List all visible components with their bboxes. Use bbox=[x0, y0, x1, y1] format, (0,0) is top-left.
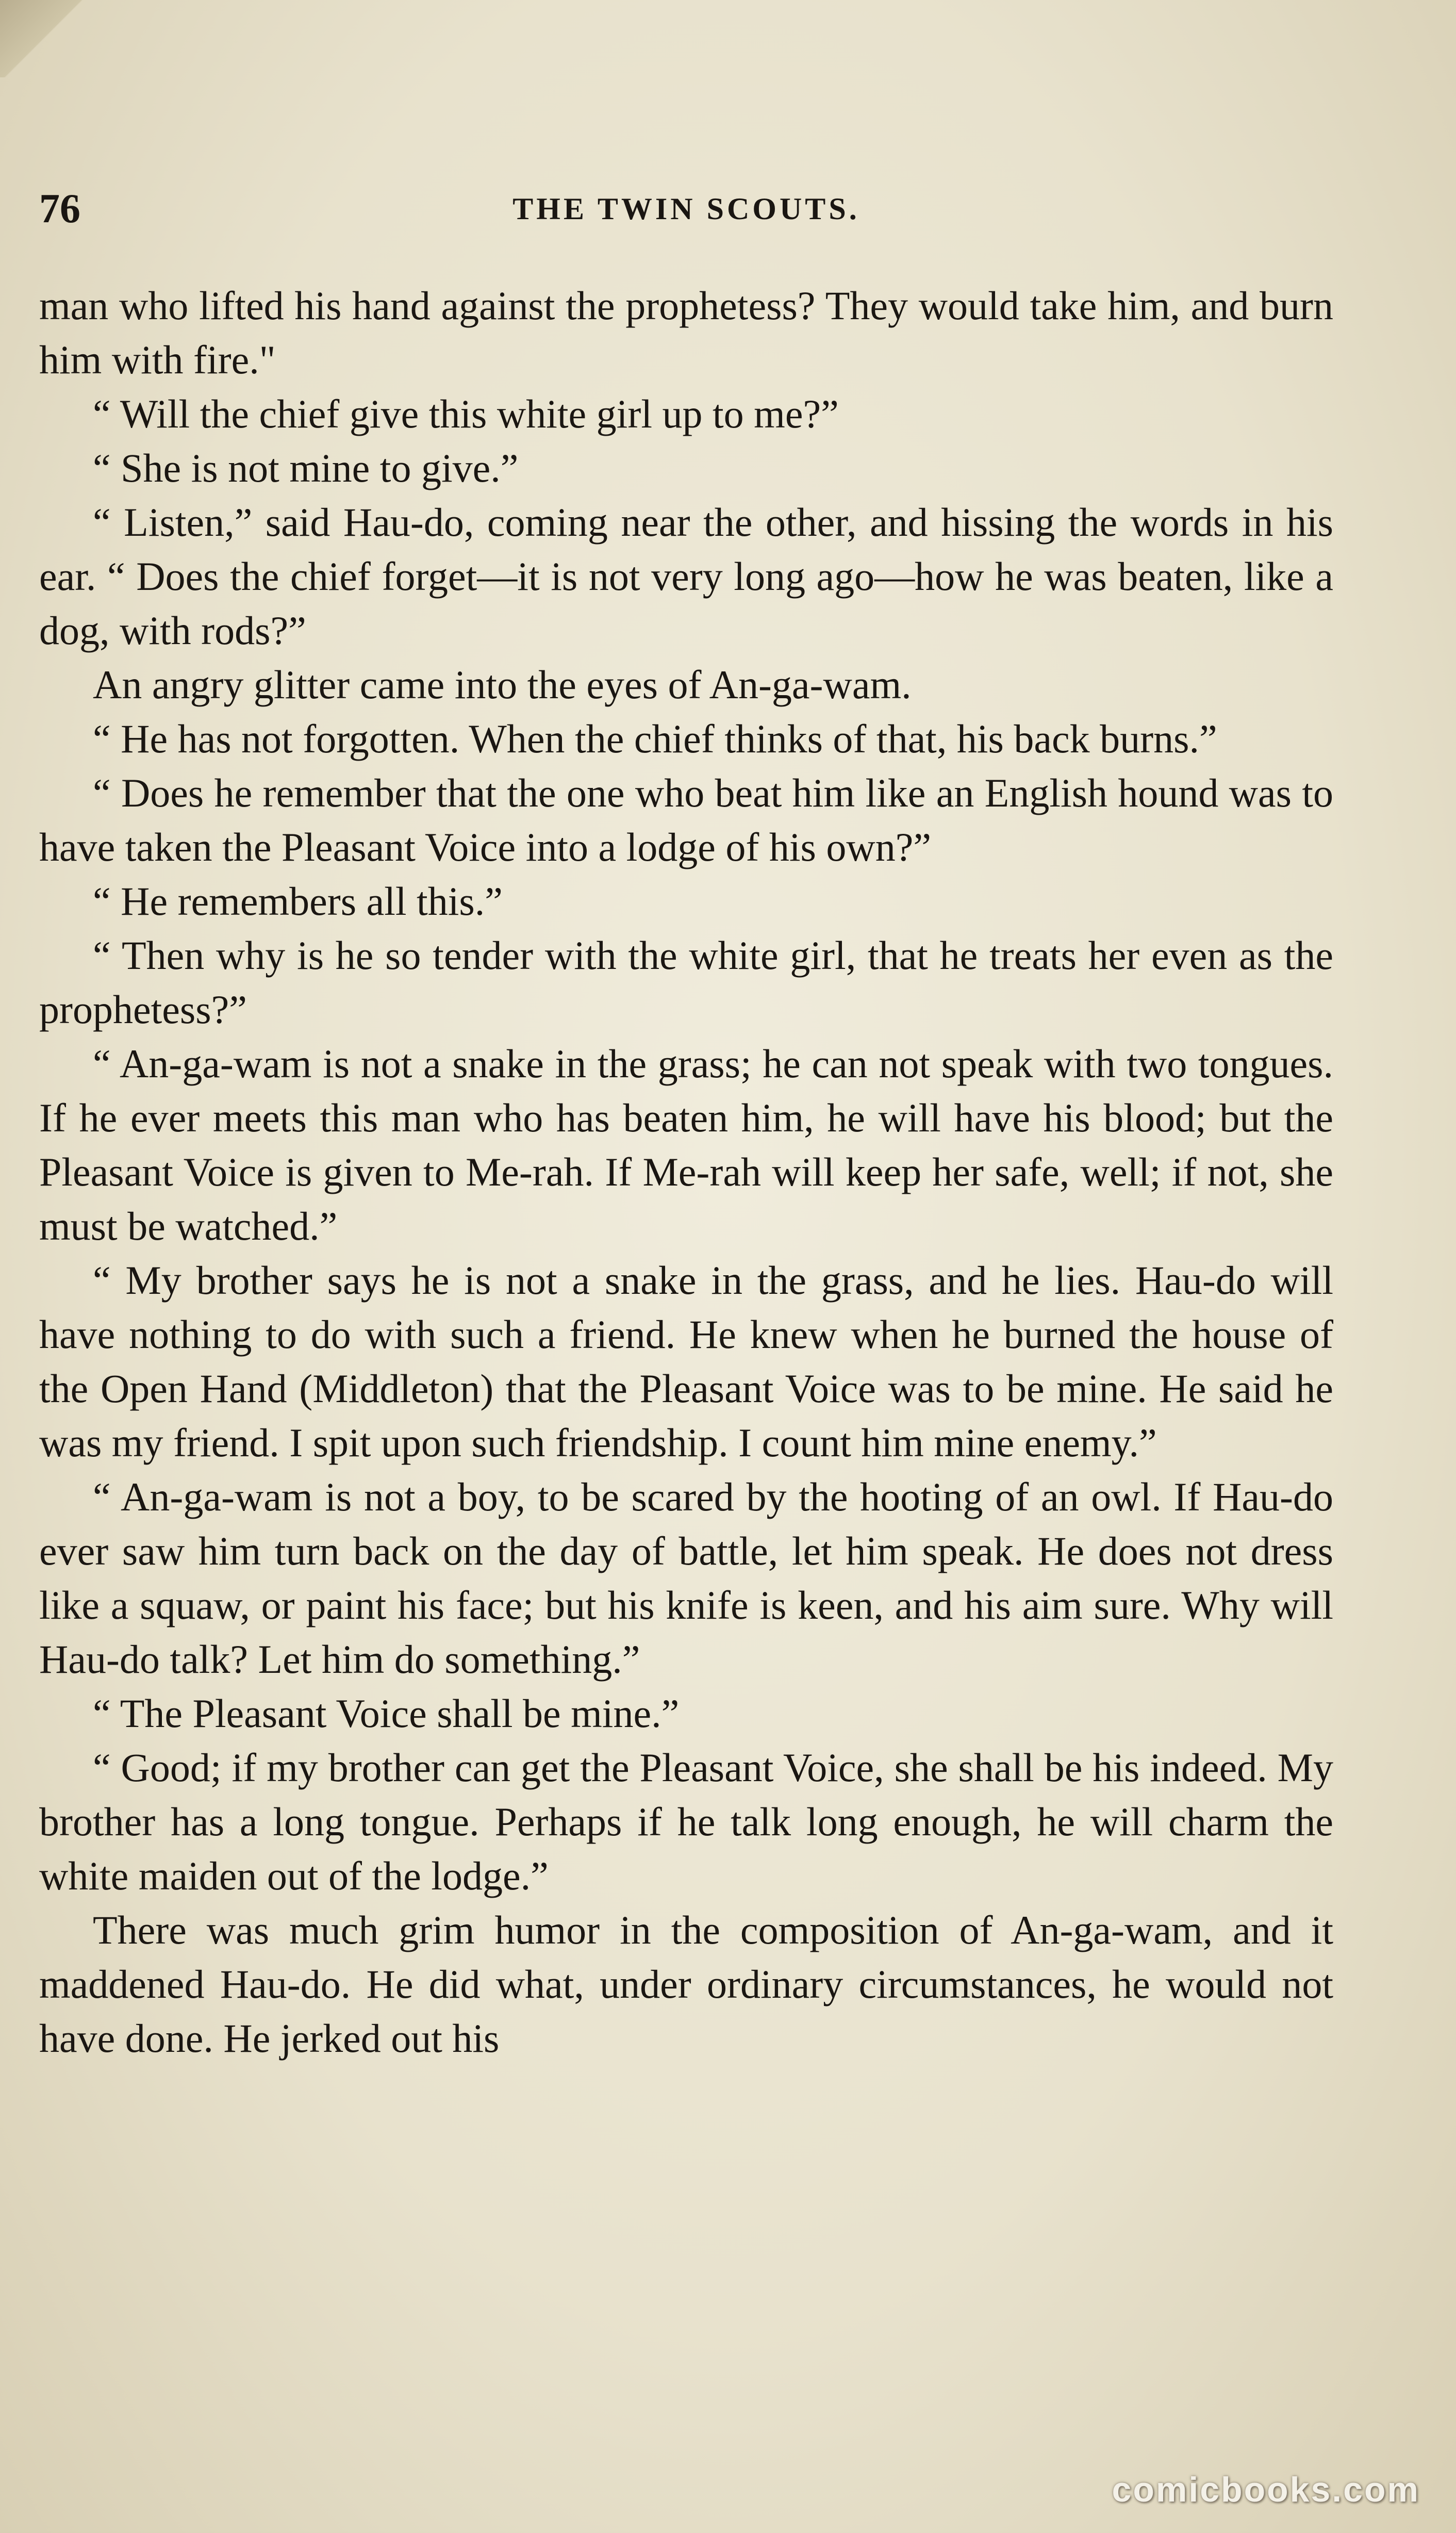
torn-corner bbox=[0, 0, 103, 77]
page-number: 76 bbox=[39, 186, 80, 232]
paragraph: “ Will the chief give this white girl up to me?” bbox=[93, 391, 839, 436]
paragraph: An angry glitter came into the eyes of An-ga-wam. bbox=[93, 662, 912, 707]
paragraph: man who lifted his hand against the prophetess? They would take him, and burn him with fire." bbox=[39, 283, 1333, 382]
paragraph: “ He has not forgotten. When the chief thinks of that, his back burns.” bbox=[93, 716, 1217, 761]
body-text bbox=[39, 278, 1333, 2065]
paragraph: “ An-ga-wam is not a boy, to be scared by the hooting of an owl. If Hau-do ever saw him turn back on the day of battle, let him speak. He does not dress like a squaw, or paint his face; but his knife is keen, and his aim sure. Why will Hau-do talk? Let him do something.” bbox=[39, 1474, 1333, 1682]
paragraph: “ My brother says he is not a snake in the grass, and he lies. Hau-do will have nothing to do with such a friend. He knew when he burned the house of the Open Hand (Middleton) that the Pleasant Voice was to be mine. He said he was my friend. I spit upon such friendship. I count him mine enemy.” bbox=[39, 1258, 1333, 1465]
paragraph: “ Good; if my brother can get the Pleasant Voice, she shall be his indeed. My brother has a long tongue. Perhaps if he talk long enough, he will charm the white maiden out of the lodge.” bbox=[39, 1745, 1333, 1898]
paragraph: “ Then why is he so tender with the white girl, that he treats her even as the prophetess?” bbox=[39, 933, 1333, 1032]
paragraph: “ An-ga-wam is not a snake in the grass; he can not speak with two tongues. If he ever meets this man who has beaten him, he will have his blood; but the Pleasant Voice is given to Me-rah. If Me-rah will keep her safe, well; if not, she must be watched.” bbox=[39, 1041, 1333, 1248]
paragraph: “ Listen,” said Hau-do, coming near the other, and hissing the words in his ear. “ Does the chief forget—it is not very long ago—how he was beaten, like a dog, with rods?” bbox=[39, 500, 1333, 653]
paragraph: “ She is not mine to give.” bbox=[93, 446, 519, 490]
paragraph: “ He remembers all this.” bbox=[93, 879, 503, 924]
paragraph: “ The Pleasant Voice shall be mine.” bbox=[93, 1691, 680, 1736]
page-header bbox=[39, 180, 1333, 237]
running-head: THE TWIN SCOUTS. bbox=[512, 192, 860, 226]
paragraph: There was much grim humor in the composition of An-ga-wam, and it maddened Hau-do. He did what, under ordinary circumstances, he would not have done. He jerked out his bbox=[39, 1907, 1333, 2061]
watermark: comicbooks.com bbox=[1112, 2470, 1420, 2509]
paragraph: “ Does he remember that the one who beat him like an English hound was to have taken the Pleasant Voice into a lodge of his own?” bbox=[39, 770, 1333, 869]
